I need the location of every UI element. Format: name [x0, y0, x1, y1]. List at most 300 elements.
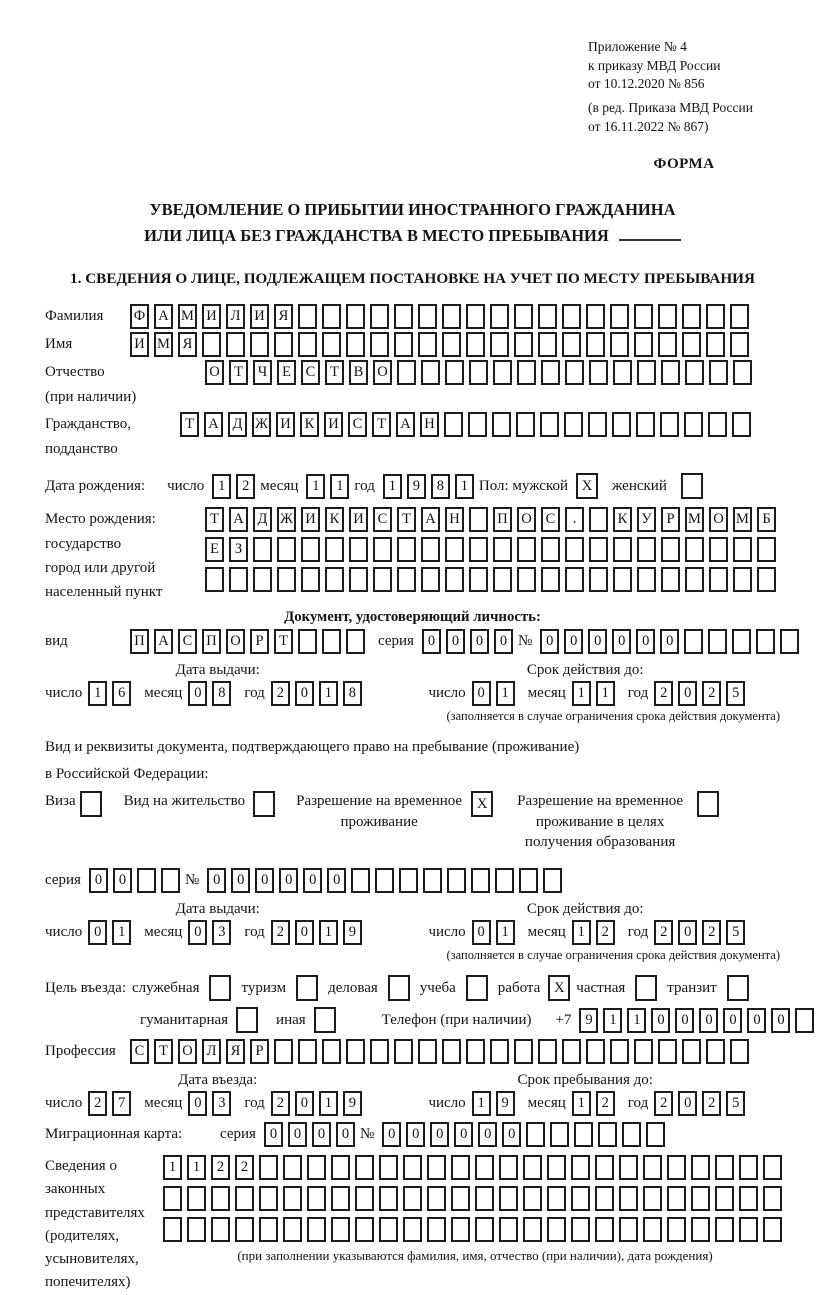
char-cell[interactable]: [595, 1217, 614, 1242]
char-cell[interactable]: [418, 1039, 437, 1064]
char-cell[interactable]: [541, 360, 560, 385]
char-cell[interactable]: 1: [472, 1091, 491, 1116]
char-cell[interactable]: 8: [431, 474, 450, 499]
char-cell[interactable]: [547, 1186, 566, 1211]
char-cell[interactable]: 1: [572, 681, 591, 706]
char-cell[interactable]: [643, 1155, 662, 1180]
char-cell[interactable]: [471, 868, 490, 893]
char-cell[interactable]: [423, 868, 442, 893]
char-cell[interactable]: [514, 1039, 533, 1064]
char-cell[interactable]: [619, 1186, 638, 1211]
char-cell[interactable]: [763, 1155, 782, 1180]
char-cell[interactable]: [706, 304, 725, 329]
char-cell[interactable]: 0: [478, 1122, 497, 1147]
char-cell[interactable]: Ч: [253, 360, 272, 385]
char-cell[interactable]: [394, 332, 413, 357]
char-cell[interactable]: [598, 1122, 617, 1147]
char-cell[interactable]: [322, 1039, 341, 1064]
char-cell[interactable]: 5: [726, 681, 745, 706]
char-cell[interactable]: [493, 537, 512, 562]
char-cell[interactable]: 1: [455, 474, 474, 499]
char-cell[interactable]: [307, 1186, 326, 1211]
char-cell[interactable]: [379, 1186, 398, 1211]
char-cell[interactable]: 1: [88, 681, 107, 706]
char-cell[interactable]: М: [154, 332, 173, 357]
char-cell[interactable]: [538, 1039, 557, 1064]
char-cell[interactable]: 0: [295, 920, 314, 945]
char-cell[interactable]: [468, 412, 487, 437]
char-cell[interactable]: [466, 332, 485, 357]
char-cell[interactable]: [445, 537, 464, 562]
char-cell[interactable]: Д: [228, 412, 247, 437]
char-cell[interactable]: [298, 1039, 317, 1064]
char-cell[interactable]: 0: [312, 1122, 331, 1147]
char-cell[interactable]: М: [178, 304, 197, 329]
temp-residence-education-checkbox[interactable]: [697, 791, 719, 817]
residence-permit-checkbox[interactable]: [253, 791, 275, 817]
char-cell[interactable]: 1: [163, 1155, 182, 1180]
char-cell[interactable]: [756, 629, 775, 654]
char-cell[interactable]: [691, 1155, 710, 1180]
char-cell[interactable]: [298, 629, 317, 654]
char-cell[interactable]: [283, 1186, 302, 1211]
char-cell[interactable]: Л: [226, 304, 245, 329]
char-cell[interactable]: [397, 360, 416, 385]
char-cell[interactable]: 0: [188, 681, 207, 706]
char-cell[interactable]: [205, 567, 224, 592]
char-cell[interactable]: [490, 1039, 509, 1064]
char-cell[interactable]: [418, 304, 437, 329]
char-cell[interactable]: [331, 1155, 350, 1180]
char-cell[interactable]: Р: [661, 507, 680, 532]
char-cell[interactable]: [637, 360, 656, 385]
char-cell[interactable]: 0: [188, 920, 207, 945]
char-cell[interactable]: 0: [188, 1091, 207, 1116]
char-cell[interactable]: 5: [726, 920, 745, 945]
char-cell[interactable]: [451, 1217, 470, 1242]
char-cell[interactable]: 0: [540, 629, 559, 654]
char-cell[interactable]: [301, 537, 320, 562]
char-cell[interactable]: [187, 1217, 206, 1242]
char-cell[interactable]: 0: [279, 868, 298, 893]
char-cell[interactable]: 0: [422, 629, 441, 654]
char-cell[interactable]: [661, 537, 680, 562]
char-cell[interactable]: [274, 332, 293, 357]
char-cell[interactable]: [253, 537, 272, 562]
char-cell[interactable]: [612, 412, 631, 437]
char-cell[interactable]: 0: [723, 1008, 742, 1033]
char-cell[interactable]: [499, 1186, 518, 1211]
char-cell[interactable]: [517, 537, 536, 562]
char-cell[interactable]: [442, 332, 461, 357]
char-cell[interactable]: [634, 304, 653, 329]
char-cell[interactable]: [610, 1039, 629, 1064]
char-cell[interactable]: .: [565, 507, 584, 532]
char-cell[interactable]: [322, 304, 341, 329]
char-cell[interactable]: [589, 537, 608, 562]
char-cell[interactable]: [403, 1155, 422, 1180]
char-cell[interactable]: [682, 332, 701, 357]
char-cell[interactable]: [684, 412, 703, 437]
char-cell[interactable]: О: [517, 507, 536, 532]
purpose-transit-checkbox[interactable]: [727, 975, 749, 1001]
char-cell[interactable]: [660, 412, 679, 437]
char-cell[interactable]: [715, 1217, 734, 1242]
char-cell[interactable]: Ж: [252, 412, 271, 437]
char-cell[interactable]: Я: [226, 1039, 245, 1064]
char-cell[interactable]: 1: [212, 474, 231, 499]
char-cell[interactable]: [682, 1039, 701, 1064]
char-cell[interactable]: 1: [187, 1155, 206, 1180]
char-cell[interactable]: 1: [496, 920, 515, 945]
char-cell[interactable]: 1: [383, 474, 402, 499]
char-cell[interactable]: [588, 412, 607, 437]
char-cell[interactable]: К: [300, 412, 319, 437]
char-cell[interactable]: [667, 1155, 686, 1180]
char-cell[interactable]: [541, 537, 560, 562]
char-cell[interactable]: И: [130, 332, 149, 357]
char-cell[interactable]: 0: [113, 868, 132, 893]
char-cell[interactable]: [447, 868, 466, 893]
char-cell[interactable]: [346, 304, 365, 329]
char-cell[interactable]: А: [154, 629, 173, 654]
char-cell[interactable]: 9: [579, 1008, 598, 1033]
char-cell[interactable]: 1: [572, 1091, 591, 1116]
char-cell[interactable]: [709, 567, 728, 592]
char-cell[interactable]: А: [396, 412, 415, 437]
char-cell[interactable]: 8: [212, 681, 231, 706]
char-cell[interactable]: 0: [231, 868, 250, 893]
char-cell[interactable]: [137, 868, 156, 893]
char-cell[interactable]: [586, 304, 605, 329]
char-cell[interactable]: 1: [112, 920, 131, 945]
char-cell[interactable]: [613, 567, 632, 592]
char-cell[interactable]: 2: [702, 681, 721, 706]
char-cell[interactable]: [226, 332, 245, 357]
char-cell[interactable]: [685, 567, 704, 592]
char-cell[interactable]: 0: [89, 868, 108, 893]
char-cell[interactable]: [475, 1155, 494, 1180]
char-cell[interactable]: [331, 1186, 350, 1211]
char-cell[interactable]: 2: [654, 1091, 673, 1116]
char-cell[interactable]: [370, 304, 389, 329]
char-cell[interactable]: [730, 332, 749, 357]
char-cell[interactable]: 1: [627, 1008, 646, 1033]
char-cell[interactable]: 9: [407, 474, 426, 499]
char-cell[interactable]: [661, 567, 680, 592]
purpose-humanitarian-checkbox[interactable]: [236, 1007, 258, 1033]
char-cell[interactable]: [346, 1039, 365, 1064]
char-cell[interactable]: [523, 1217, 542, 1242]
char-cell[interactable]: [516, 412, 535, 437]
char-cell[interactable]: [202, 332, 221, 357]
char-cell[interactable]: 0: [678, 681, 697, 706]
char-cell[interactable]: [355, 1186, 374, 1211]
char-cell[interactable]: [346, 332, 365, 357]
char-cell[interactable]: [646, 1122, 665, 1147]
char-cell[interactable]: [499, 1217, 518, 1242]
char-cell[interactable]: [708, 629, 727, 654]
char-cell[interactable]: [571, 1186, 590, 1211]
char-cell[interactable]: [538, 332, 557, 357]
char-cell[interactable]: [379, 1217, 398, 1242]
char-cell[interactable]: О: [709, 507, 728, 532]
char-cell[interactable]: [298, 332, 317, 357]
char-cell[interactable]: 2: [271, 920, 290, 945]
char-cell[interactable]: 1: [319, 920, 338, 945]
char-cell[interactable]: [658, 304, 677, 329]
char-cell[interactable]: [235, 1217, 254, 1242]
sex-male-checkbox[interactable]: X: [576, 473, 598, 499]
char-cell[interactable]: 0: [588, 629, 607, 654]
char-cell[interactable]: [613, 360, 632, 385]
char-cell[interactable]: Ж: [277, 507, 296, 532]
char-cell[interactable]: [451, 1155, 470, 1180]
char-cell[interactable]: 0: [327, 868, 346, 893]
char-cell[interactable]: [475, 1186, 494, 1211]
char-cell[interactable]: [706, 1039, 725, 1064]
char-cell[interactable]: [499, 1155, 518, 1180]
char-cell[interactable]: 6: [112, 681, 131, 706]
char-cell[interactable]: [708, 412, 727, 437]
char-cell[interactable]: [763, 1217, 782, 1242]
char-cell[interactable]: 1: [330, 474, 349, 499]
char-cell[interactable]: [475, 1217, 494, 1242]
char-cell[interactable]: 0: [678, 1091, 697, 1116]
char-cell[interactable]: [757, 537, 776, 562]
char-cell[interactable]: 0: [255, 868, 274, 893]
char-cell[interactable]: И: [202, 304, 221, 329]
char-cell[interactable]: 0: [747, 1008, 766, 1033]
char-cell[interactable]: Т: [397, 507, 416, 532]
char-cell[interactable]: [571, 1155, 590, 1180]
char-cell[interactable]: [514, 332, 533, 357]
char-cell[interactable]: [564, 412, 583, 437]
char-cell[interactable]: [565, 537, 584, 562]
char-cell[interactable]: [682, 304, 701, 329]
char-cell[interactable]: 0: [295, 1091, 314, 1116]
char-cell[interactable]: [451, 1186, 470, 1211]
char-cell[interactable]: [307, 1217, 326, 1242]
char-cell[interactable]: 0: [303, 868, 322, 893]
char-cell[interactable]: [322, 629, 341, 654]
char-cell[interactable]: Л: [202, 1039, 221, 1064]
char-cell[interactable]: [375, 868, 394, 893]
char-cell[interactable]: 0: [295, 681, 314, 706]
char-cell[interactable]: Е: [277, 360, 296, 385]
char-cell[interactable]: С: [541, 507, 560, 532]
char-cell[interactable]: 0: [264, 1122, 283, 1147]
char-cell[interactable]: [379, 1155, 398, 1180]
char-cell[interactable]: Т: [325, 360, 344, 385]
char-cell[interactable]: А: [229, 507, 248, 532]
char-cell[interactable]: 2: [271, 1091, 290, 1116]
char-cell[interactable]: [595, 1155, 614, 1180]
char-cell[interactable]: 0: [470, 629, 489, 654]
char-cell[interactable]: 1: [319, 1091, 338, 1116]
char-cell[interactable]: [277, 567, 296, 592]
char-cell[interactable]: [397, 567, 416, 592]
char-cell[interactable]: [325, 537, 344, 562]
char-cell[interactable]: [562, 332, 581, 357]
char-cell[interactable]: [211, 1217, 230, 1242]
char-cell[interactable]: С: [178, 629, 197, 654]
char-cell[interactable]: [526, 1122, 545, 1147]
char-cell[interactable]: [373, 537, 392, 562]
char-cell[interactable]: [733, 537, 752, 562]
char-cell[interactable]: Т: [205, 507, 224, 532]
char-cell[interactable]: [730, 304, 749, 329]
char-cell[interactable]: [706, 332, 725, 357]
char-cell[interactable]: С: [348, 412, 367, 437]
char-cell[interactable]: Т: [180, 412, 199, 437]
char-cell[interactable]: [397, 537, 416, 562]
char-cell[interactable]: [643, 1217, 662, 1242]
char-cell[interactable]: 2: [211, 1155, 230, 1180]
purpose-other-checkbox[interactable]: [314, 1007, 336, 1033]
char-cell[interactable]: [403, 1217, 422, 1242]
char-cell[interactable]: У: [637, 507, 656, 532]
char-cell[interactable]: [634, 332, 653, 357]
char-cell[interactable]: Я: [178, 332, 197, 357]
char-cell[interactable]: О: [373, 360, 392, 385]
char-cell[interactable]: 7: [112, 1091, 131, 1116]
char-cell[interactable]: 1: [496, 681, 515, 706]
char-cell[interactable]: [163, 1217, 182, 1242]
char-cell[interactable]: 0: [771, 1008, 790, 1033]
char-cell[interactable]: Т: [229, 360, 248, 385]
char-cell[interactable]: [636, 412, 655, 437]
char-cell[interactable]: [445, 567, 464, 592]
char-cell[interactable]: [739, 1217, 758, 1242]
char-cell[interactable]: [161, 868, 180, 893]
char-cell[interactable]: [619, 1155, 638, 1180]
char-cell[interactable]: 2: [654, 681, 673, 706]
char-cell[interactable]: 2: [702, 1091, 721, 1116]
char-cell[interactable]: [658, 1039, 677, 1064]
char-cell[interactable]: И: [349, 507, 368, 532]
char-cell[interactable]: 0: [454, 1122, 473, 1147]
char-cell[interactable]: [283, 1217, 302, 1242]
char-cell[interactable]: [259, 1155, 278, 1180]
char-cell[interactable]: 2: [236, 474, 255, 499]
char-cell[interactable]: К: [325, 507, 344, 532]
char-cell[interactable]: [543, 868, 562, 893]
char-cell[interactable]: И: [276, 412, 295, 437]
char-cell[interactable]: [691, 1217, 710, 1242]
char-cell[interactable]: 0: [382, 1122, 401, 1147]
char-cell[interactable]: В: [349, 360, 368, 385]
char-cell[interactable]: 3: [212, 1091, 231, 1116]
char-cell[interactable]: С: [373, 507, 392, 532]
char-cell[interactable]: А: [154, 304, 173, 329]
char-cell[interactable]: [427, 1217, 446, 1242]
char-cell[interactable]: 1: [572, 920, 591, 945]
char-cell[interactable]: [277, 537, 296, 562]
purpose-private-checkbox[interactable]: [635, 975, 657, 1001]
char-cell[interactable]: [637, 567, 656, 592]
char-cell[interactable]: [274, 1039, 293, 1064]
char-cell[interactable]: [709, 537, 728, 562]
char-cell[interactable]: 2: [596, 1091, 615, 1116]
purpose-study-checkbox[interactable]: [466, 975, 488, 1001]
char-cell[interactable]: [733, 360, 752, 385]
char-cell[interactable]: [373, 567, 392, 592]
char-cell[interactable]: [235, 1186, 254, 1211]
char-cell[interactable]: [730, 1039, 749, 1064]
char-cell[interactable]: [187, 1186, 206, 1211]
char-cell[interactable]: А: [204, 412, 223, 437]
char-cell[interactable]: [547, 1217, 566, 1242]
char-cell[interactable]: Т: [274, 629, 293, 654]
char-cell[interactable]: [301, 567, 320, 592]
char-cell[interactable]: [469, 537, 488, 562]
char-cell[interactable]: [610, 304, 629, 329]
purpose-business-checkbox[interactable]: [388, 975, 410, 1001]
char-cell[interactable]: [331, 1217, 350, 1242]
char-cell[interactable]: [444, 412, 463, 437]
char-cell[interactable]: [349, 567, 368, 592]
char-cell[interactable]: [610, 332, 629, 357]
char-cell[interactable]: [492, 412, 511, 437]
char-cell[interactable]: 0: [699, 1008, 718, 1033]
char-cell[interactable]: [283, 1155, 302, 1180]
char-cell[interactable]: [619, 1217, 638, 1242]
char-cell[interactable]: [586, 1039, 605, 1064]
char-cell[interactable]: [421, 360, 440, 385]
char-cell[interactable]: [795, 1008, 814, 1033]
sex-female-checkbox[interactable]: [681, 473, 703, 499]
char-cell[interactable]: 1: [306, 474, 325, 499]
char-cell[interactable]: [250, 332, 269, 357]
char-cell[interactable]: [495, 868, 514, 893]
char-cell[interactable]: [523, 1155, 542, 1180]
char-cell[interactable]: 2: [596, 920, 615, 945]
char-cell[interactable]: [493, 567, 512, 592]
char-cell[interactable]: 0: [678, 920, 697, 945]
char-cell[interactable]: [517, 360, 536, 385]
char-cell[interactable]: [540, 412, 559, 437]
char-cell[interactable]: 0: [502, 1122, 521, 1147]
char-cell[interactable]: [466, 1039, 485, 1064]
char-cell[interactable]: О: [226, 629, 245, 654]
char-cell[interactable]: [550, 1122, 569, 1147]
char-cell[interactable]: 0: [675, 1008, 694, 1033]
char-cell[interactable]: И: [324, 412, 343, 437]
char-cell[interactable]: 0: [472, 681, 491, 706]
char-cell[interactable]: [493, 360, 512, 385]
char-cell[interactable]: [466, 304, 485, 329]
char-cell[interactable]: М: [733, 507, 752, 532]
char-cell[interactable]: 1: [319, 681, 338, 706]
char-cell[interactable]: [421, 537, 440, 562]
char-cell[interactable]: 3: [212, 920, 231, 945]
char-cell[interactable]: Я: [274, 304, 293, 329]
char-cell[interactable]: [562, 1039, 581, 1064]
char-cell[interactable]: [490, 332, 509, 357]
char-cell[interactable]: 0: [472, 920, 491, 945]
char-cell[interactable]: Н: [445, 507, 464, 532]
char-cell[interactable]: [589, 507, 608, 532]
char-cell[interactable]: [469, 567, 488, 592]
char-cell[interactable]: [325, 567, 344, 592]
char-cell[interactable]: [763, 1186, 782, 1211]
char-cell[interactable]: Н: [420, 412, 439, 437]
char-cell[interactable]: [259, 1217, 278, 1242]
char-cell[interactable]: [658, 332, 677, 357]
char-cell[interactable]: [691, 1186, 710, 1211]
char-cell[interactable]: [685, 360, 704, 385]
